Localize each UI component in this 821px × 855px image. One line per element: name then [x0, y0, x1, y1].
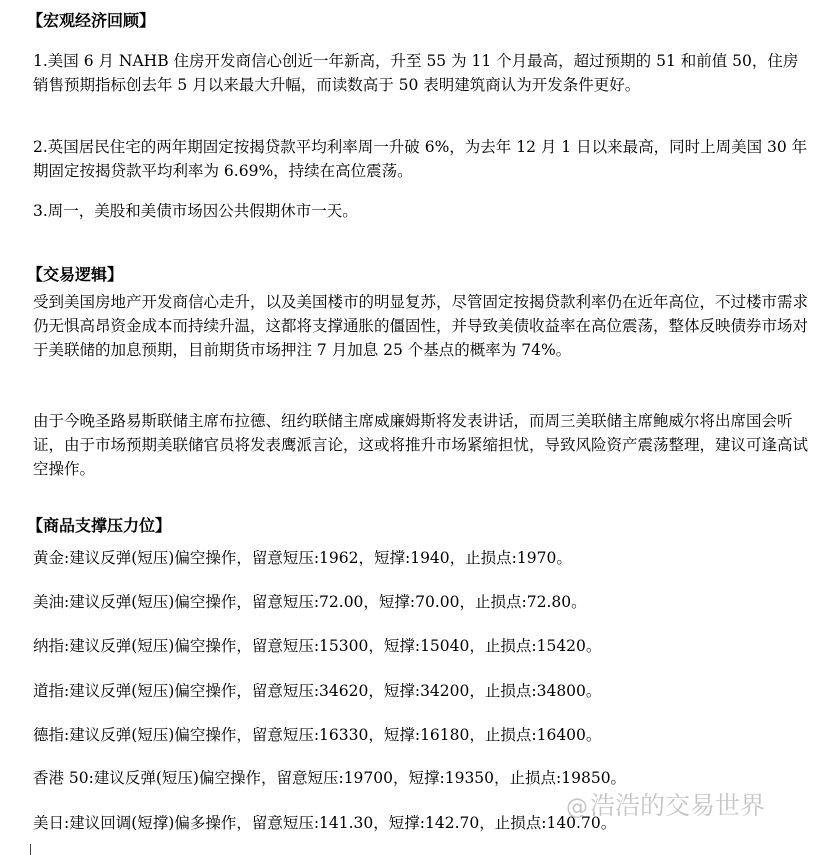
watermark-text: 浩浩的交易世界	[590, 791, 766, 820]
logic-paragraph-2: 由于今晚圣路易斯联储主席布拉德、纽约联储主席威廉姆斯将发表讲话，而周三美联储主席鲍威尔将出席国会听证，由于市场预期美联储官员将发表鹰派言论，这或将推升市场紧缩担忧，导致风险资产震荡整理，建议可逢高试空操作。	[33, 412, 809, 478]
level-item-dax: 德指:建议反弹(短压)偏空操作，留意短压:16330，短撑:16180，止损点:16400。	[33, 726, 602, 744]
logic-paragraph-1: 受到美国房地产开发商信心走升，以及美国楼市的明显复苏，尽管固定按揭贷款利率仍在近年高位，不过楼市需求仍无惧高昂资金成本而持续升温，这都将支撑通胀的僵固性，并导致美债收益率在高位震荡，整体反映债券市场对于美联储的加息预期，目前期货市场押注 7 月加息 25 个基点的概率为 74%。	[33, 293, 809, 359]
level-item-hk50: 香港 50:建议反弹(短压)偏空操作，留意短压:19700，短撑:19350，止损点:19850。	[33, 769, 627, 787]
level-item-nasdaq: 纳指:建议反弹(短压)偏空操作，留意短压:15300，短撑:15040，止损点:15420。	[33, 637, 602, 655]
macro-paragraph-3: 3.周一，美股和美债市场因公共假期休市一天。	[33, 202, 358, 220]
page-corner-mark	[30, 844, 31, 855]
at-icon: @	[566, 795, 588, 820]
section-title-macro: 【宏观经济回顾】	[27, 11, 156, 30]
section-title-levels: 【商品支撑压力位】	[27, 516, 172, 535]
macro-paragraph-2: 2.英国居民住宅的两年期固定按揭贷款平均利率周一升破 6%，为去年 12 月 1 日以来最高，同时上周美国 30 年期固定按揭贷款平均利率为 6.69%，持续在高位震荡。	[33, 138, 808, 180]
level-item-dow: 道指:建议反弹(短压)偏空操作，留意短压:34620，短撑:34200，止损点:34800。	[33, 682, 602, 700]
level-item-oil: 美油:建议反弹(短压)偏空操作，留意短压:72.00，短撑:70.00，止损点:72.80。	[33, 593, 587, 611]
watermark	[566, 786, 765, 822]
macro-paragraph-1: 1.美国 6 月 NAHB 住房开发商信心创近一年新高，升至 55 为 11 个月最高，超过预期的 51 和前值 50，住房销售预期指标创去年 5 月以来最大升幅，而读数高于 50 表明建筑商认为开发条件更好。	[33, 52, 799, 94]
section-title-logic: 【交易逻辑】	[27, 265, 124, 284]
level-item-usdjpy: 美日:建议回调(短撑)偏多操作，留意短压:141.30，短撑:142.70，止损点:140.70。	[33, 814, 617, 832]
level-item-gold: 黄金:建议反弹(短压)偏空操作，留意短压:1962，短撑:1940，止损点:1970。	[33, 549, 572, 567]
